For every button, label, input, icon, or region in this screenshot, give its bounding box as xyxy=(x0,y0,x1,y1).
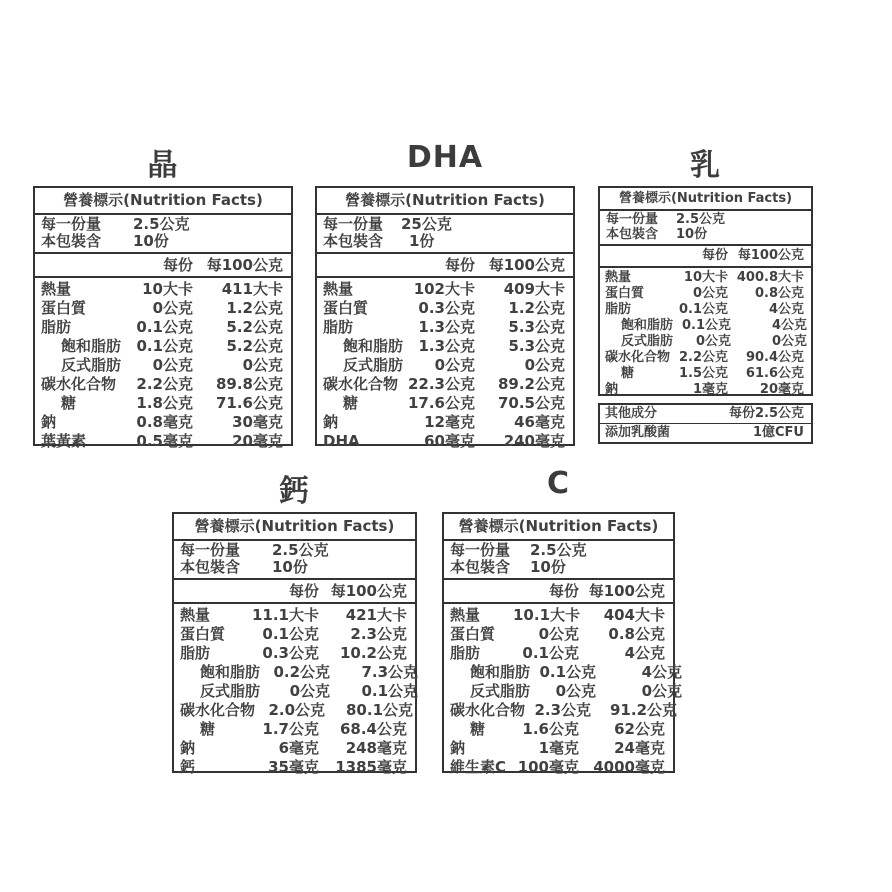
nutrient-name: 葉黃素 xyxy=(41,432,87,450)
per-serving-value: 1.3公克 xyxy=(418,337,476,355)
nutrient-name: 熱量 xyxy=(323,280,354,298)
nutrient-name: 鈉 xyxy=(41,413,57,431)
per-serving-value: 0公克 xyxy=(692,286,728,301)
table-row xyxy=(41,356,283,375)
table-row xyxy=(180,739,407,758)
per-serving-value: 0.1公克 xyxy=(681,318,732,333)
col-per-100g: 每100公克 xyxy=(206,256,283,274)
nutrition-table-calcium xyxy=(172,512,419,776)
per-serving-value: 0.1公克 xyxy=(136,337,194,355)
table-title-calcium: 鈣 xyxy=(279,474,310,509)
per-serving-value: 2.2公克 xyxy=(678,350,729,365)
nutrient-name: 飽和脂肪 xyxy=(621,318,674,333)
table-row xyxy=(450,701,678,720)
per-100g-value: 5.3公克 xyxy=(508,337,566,355)
table-title-milk: 乳 xyxy=(690,148,721,183)
per-serving-value: 0.1公克 xyxy=(262,625,319,643)
per-serving-value: 0.1公克 xyxy=(522,644,579,662)
nutrient-name: 糖 xyxy=(470,720,486,738)
table-row xyxy=(450,606,665,625)
nutrient-name: 飽和脂肪 xyxy=(343,337,404,355)
table-body xyxy=(444,604,683,779)
table-row xyxy=(450,758,665,777)
col-per-100g: 每100公克 xyxy=(488,256,565,274)
nutrient-name: 反式脂肪 xyxy=(343,356,404,374)
nutrient-name: 飽和脂肪 xyxy=(470,663,531,681)
per-100g-value: 91.2公克 xyxy=(610,701,678,719)
per-serving-value: 10大卡 xyxy=(142,280,193,298)
nutrition-facts-header: 營養標示(Nutrition Facts) xyxy=(174,514,415,541)
per-100g-value: 248毫克 xyxy=(345,739,407,757)
per-serving-value: 1毫克 xyxy=(538,739,579,757)
per-100g-value: 0公克 xyxy=(524,356,566,374)
nutrient-name: 反式脂肪 xyxy=(470,682,531,700)
per-serving-value: 0.1公克 xyxy=(539,663,597,681)
table-body xyxy=(600,268,811,400)
servings-value: 1份 xyxy=(409,232,435,250)
nutrient-name: 糖 xyxy=(61,394,77,412)
table-row xyxy=(41,413,283,432)
nutrient-name: 碳水化合物 xyxy=(180,701,256,719)
per-serving-value: 0.8毫克 xyxy=(136,413,193,431)
per-serving-value: 0.3公克 xyxy=(418,299,475,317)
per-100g-value: 0.1公克 xyxy=(361,682,419,700)
table-title-c: C xyxy=(546,466,571,501)
table-row xyxy=(605,286,804,302)
per-100g-value: 89.8公克 xyxy=(215,375,283,393)
nutrient-name: 糖 xyxy=(200,720,216,738)
servings-label: 本包裝含 xyxy=(180,558,241,576)
per-serving-value: 11.1大卡 xyxy=(251,606,319,624)
nutrient-name: 糖 xyxy=(621,366,635,381)
column-headers xyxy=(317,254,573,278)
nutrient-name: 碳水化合物 xyxy=(450,701,526,719)
nutrition-facts-header: 營養標示(Nutrition Facts) xyxy=(600,188,811,211)
table-row xyxy=(450,625,665,644)
nutrient-name: 熱量 xyxy=(450,606,481,624)
nutrient-name: 反式脂肪 xyxy=(200,682,261,700)
table-row xyxy=(180,720,407,739)
serving-size-value: 2.5公克 xyxy=(676,212,726,227)
table-body xyxy=(35,278,291,453)
servings-row xyxy=(450,559,667,576)
col-per-serving: 每份 xyxy=(548,582,579,600)
per-serving-value: 35毫克 xyxy=(268,758,319,776)
table-row xyxy=(323,394,565,413)
table-row xyxy=(180,682,419,701)
other-ingredients-serving: 每份2.5公克 xyxy=(728,406,804,421)
nutrient-name: 熱量 xyxy=(605,270,632,285)
servings-label: 本包裝含 xyxy=(606,227,659,242)
nutrient-name: 反式脂肪 xyxy=(61,356,122,374)
serving-size-value: 2.5公克 xyxy=(133,215,190,233)
per-100g-value: 7.3公克 xyxy=(361,663,419,681)
per-serving-value: 0公克 xyxy=(538,625,579,643)
col-per-100g: 每100公克 xyxy=(330,582,407,600)
serving-size-row xyxy=(41,216,285,233)
per-serving-value: 22.3公克 xyxy=(407,375,475,393)
per-100g-value: 62公克 xyxy=(614,720,665,738)
per-serving-value: 12毫克 xyxy=(424,413,475,431)
serving-size-value: 2.5公克 xyxy=(530,541,587,559)
probiotic-row xyxy=(600,424,811,442)
table-row xyxy=(323,337,565,356)
per-100g-value: 24毫克 xyxy=(614,739,665,757)
per-serving-value: 1.3公克 xyxy=(418,318,475,336)
nutrient-name: 鈉 xyxy=(180,739,196,757)
servings-value: 10份 xyxy=(530,558,566,576)
table-row xyxy=(450,720,665,739)
per-serving-value: 0.1公克 xyxy=(136,318,193,336)
servings-value: 10份 xyxy=(133,232,169,250)
per-serving-value: 1.8公克 xyxy=(136,394,193,412)
per-serving-value: 0公克 xyxy=(555,682,597,700)
table-row xyxy=(41,394,283,413)
nutrient-name: 糖 xyxy=(343,394,359,412)
nutrient-name: 熱量 xyxy=(180,606,211,624)
col-per-serving: 每份 xyxy=(701,248,728,263)
column-headers xyxy=(174,580,415,604)
serving-size-label: 每一份量 xyxy=(450,541,511,559)
per-serving-value: 100毫克 xyxy=(517,758,579,776)
nutrition-table-dha xyxy=(315,186,575,450)
table-row xyxy=(450,644,665,663)
serving-section xyxy=(317,215,573,254)
table-row xyxy=(605,350,804,366)
per-serving-value: 0公克 xyxy=(695,334,732,349)
per-serving-value: 0公克 xyxy=(152,356,194,374)
table-row xyxy=(41,375,283,394)
table-row xyxy=(450,682,683,701)
per-100g-value: 5.2公克 xyxy=(226,337,284,355)
per-serving-value: 0.3公克 xyxy=(262,644,319,662)
other-ingredients-box xyxy=(598,403,813,444)
per-serving-value: 0.1公克 xyxy=(678,302,728,317)
nutrient-name: 脂肪 xyxy=(605,302,632,317)
col-per-serving: 每份 xyxy=(288,582,319,600)
servings-row xyxy=(180,559,409,576)
per-serving-value: 10大卡 xyxy=(683,270,728,285)
per-serving-value: 17.6公克 xyxy=(407,394,475,412)
per-serving-value: 60毫克 xyxy=(424,432,475,450)
table-row xyxy=(605,334,808,350)
per-100g-value: 80.1公克 xyxy=(346,701,414,719)
nutrient-name: 碳水化合物 xyxy=(605,350,671,365)
nutrient-name: 鈉 xyxy=(605,382,619,397)
table-body xyxy=(317,278,573,453)
per-100g-value: 20毫克 xyxy=(232,432,283,450)
nutrient-name: 鈉 xyxy=(450,739,466,757)
per-100g-value: 5.3公克 xyxy=(508,318,565,336)
table-row xyxy=(605,270,804,286)
per-100g-value: 409大卡 xyxy=(503,280,565,298)
table-row xyxy=(323,432,565,451)
table-row xyxy=(323,356,565,375)
nutrient-name: 碳水化合物 xyxy=(41,375,117,393)
per-100g-value: 240毫克 xyxy=(503,432,565,450)
table-row xyxy=(605,318,808,334)
table-row xyxy=(41,432,283,451)
per-100g-value: 61.6公克 xyxy=(745,366,804,381)
per-100g-value: 10.2公克 xyxy=(339,644,407,662)
per-100g-value: 0.8公克 xyxy=(608,625,665,643)
per-serving-value: 0公克 xyxy=(289,682,331,700)
other-ingredients-header-row xyxy=(600,405,811,424)
per-serving-value: 0公克 xyxy=(152,299,193,317)
servings-row xyxy=(41,233,285,250)
table-row xyxy=(323,375,565,394)
per-100g-value: 0公克 xyxy=(771,334,808,349)
nutrient-name: 碳水化合物 xyxy=(323,375,399,393)
per-100g-value: 2.3公克 xyxy=(350,625,407,643)
nutrition-table-milk xyxy=(598,186,813,396)
table-row xyxy=(41,337,283,356)
serving-size-row xyxy=(323,216,567,233)
per-100g-value: 20毫克 xyxy=(759,382,804,397)
table-row xyxy=(41,299,283,318)
table-body xyxy=(174,604,419,779)
table-row xyxy=(605,382,804,398)
per-100g-value: 4000毫克 xyxy=(593,758,665,776)
per-100g-value: 0.8公克 xyxy=(754,286,804,301)
serving-size-value: 2.5公克 xyxy=(272,541,329,559)
nutrition-facts-header: 營養標示(Nutrition Facts) xyxy=(317,188,573,215)
per-serving-value: 102大卡 xyxy=(413,280,475,298)
table-row xyxy=(450,663,683,682)
col-per-serving: 每份 xyxy=(162,256,193,274)
per-100g-value: 46毫克 xyxy=(514,413,565,431)
nutrient-name: 鈉 xyxy=(323,413,339,431)
table-row xyxy=(605,302,804,318)
nutrition-facts-header: 營養標示(Nutrition Facts) xyxy=(35,188,291,215)
per-serving-value: 2.3公克 xyxy=(534,701,592,719)
per-100g-value: 404大卡 xyxy=(603,606,665,624)
per-100g-value: 68.4公克 xyxy=(339,720,407,738)
table-row xyxy=(180,625,407,644)
nutrient-name: 脂肪 xyxy=(323,318,354,336)
servings-value: 10份 xyxy=(272,558,308,576)
table-title-dha: DHA xyxy=(406,140,484,175)
per-100g-value: 4公克 xyxy=(768,302,804,317)
serving-size-label: 每一份量 xyxy=(606,212,659,227)
nutrient-name: 熱量 xyxy=(41,280,72,298)
per-100g-value: 90.4公克 xyxy=(745,350,805,365)
column-headers xyxy=(444,580,673,604)
nutrient-name: 蛋白質 xyxy=(180,625,226,643)
serving-size-label: 每一份量 xyxy=(180,541,241,559)
probiotic-label: 添加乳酸菌 xyxy=(605,425,671,440)
serving-section xyxy=(174,541,415,580)
per-serving-value: 0.5毫克 xyxy=(136,432,193,450)
nutrient-name: DHA xyxy=(323,432,360,450)
col-per-100g: 每100公克 xyxy=(588,582,665,600)
servings-label: 本包裝含 xyxy=(450,558,511,576)
per-100g-value: 421大卡 xyxy=(345,606,407,624)
nutrient-name: 維生素C xyxy=(450,758,507,776)
table-row xyxy=(180,606,407,625)
nutrition-table-jing xyxy=(33,186,293,450)
table-row xyxy=(180,701,414,720)
per-100g-value: 4公克 xyxy=(624,644,665,662)
serving-size-row xyxy=(606,212,805,227)
table-row xyxy=(323,318,565,337)
nutrient-name: 蛋白質 xyxy=(41,299,87,317)
table-row xyxy=(605,366,804,382)
per-100g-value: 70.5公克 xyxy=(497,394,565,412)
per-100g-value: 411大卡 xyxy=(221,280,283,298)
nutrient-name: 蛋白質 xyxy=(605,286,645,301)
col-per-serving: 每份 xyxy=(444,256,475,274)
per-100g-value: 30毫克 xyxy=(232,413,283,431)
per-serving-value: 2.2公克 xyxy=(136,375,193,393)
per-serving-value: 1.7公克 xyxy=(262,720,319,738)
table-row xyxy=(323,413,565,432)
per-100g-value: 1385毫克 xyxy=(335,758,407,776)
per-serving-value: 1.6公克 xyxy=(522,720,579,738)
nutrition-table-vitamin-c xyxy=(442,512,683,776)
nutrition-facts-header: 營養標示(Nutrition Facts) xyxy=(444,514,673,541)
table-row xyxy=(450,739,665,758)
nutrient-name: 反式脂肪 xyxy=(621,334,674,349)
servings-label: 本包裝含 xyxy=(323,232,384,250)
serving-size-label: 每一份量 xyxy=(41,215,102,233)
probiotic-value: 1億CFU xyxy=(752,425,804,440)
per-serving-value: 0.2公克 xyxy=(273,663,331,681)
per-100g-value: 5.2公克 xyxy=(226,318,283,336)
nutrient-name: 鈣 xyxy=(180,758,196,776)
table-row xyxy=(41,318,283,337)
table-row xyxy=(180,663,419,682)
per-serving-value: 2.0公克 xyxy=(268,701,326,719)
per-100g-value: 1.2公克 xyxy=(508,299,565,317)
per-serving-value: 1毫克 xyxy=(692,382,728,397)
table-title-jing: 晶 xyxy=(147,148,179,183)
serving-size-row xyxy=(180,542,409,559)
serving-section xyxy=(444,541,673,580)
per-100g-value: 71.6公克 xyxy=(215,394,283,412)
nutrient-name: 蛋白質 xyxy=(323,299,369,317)
servings-label: 本包裝含 xyxy=(41,232,102,250)
serving-size-label: 每一份量 xyxy=(323,215,384,233)
nutrient-name: 蛋白質 xyxy=(450,625,496,643)
nutrient-name: 脂肪 xyxy=(180,644,211,662)
per-100g-value: 4公克 xyxy=(771,318,808,333)
per-serving-value: 6毫克 xyxy=(278,739,319,757)
table-row xyxy=(180,758,407,777)
col-per-100g: 每100公克 xyxy=(737,248,804,263)
serving-section xyxy=(35,215,291,254)
per-100g-value: 0公克 xyxy=(641,682,683,700)
per-100g-value: 89.2公克 xyxy=(497,375,565,393)
per-100g-value: 0公克 xyxy=(242,356,284,374)
nutrient-name: 脂肪 xyxy=(41,318,72,336)
table-row xyxy=(180,644,407,663)
servings-row xyxy=(323,233,567,250)
other-ingredients-label: 其他成分 xyxy=(605,406,658,421)
column-headers xyxy=(35,254,291,278)
table-row xyxy=(323,299,565,318)
servings-row xyxy=(606,227,805,242)
serving-section xyxy=(600,211,811,246)
per-serving-value: 10.1大卡 xyxy=(513,606,581,624)
nutrient-name: 飽和脂肪 xyxy=(61,337,122,355)
column-headers xyxy=(600,246,811,268)
per-100g-value: 1.2公克 xyxy=(226,299,283,317)
serving-size-value: 25公克 xyxy=(401,215,452,233)
per-100g-value: 4公克 xyxy=(641,663,683,681)
servings-value: 10份 xyxy=(676,227,708,242)
serving-size-row xyxy=(450,542,667,559)
table-row xyxy=(323,280,565,299)
nutrient-name: 飽和脂肪 xyxy=(200,663,261,681)
nutrient-name: 脂肪 xyxy=(450,644,481,662)
per-serving-value: 0公克 xyxy=(434,356,476,374)
per-serving-value: 1.5公克 xyxy=(678,366,728,381)
per-100g-value: 400.8大卡 xyxy=(736,270,804,285)
table-row xyxy=(41,280,283,299)
